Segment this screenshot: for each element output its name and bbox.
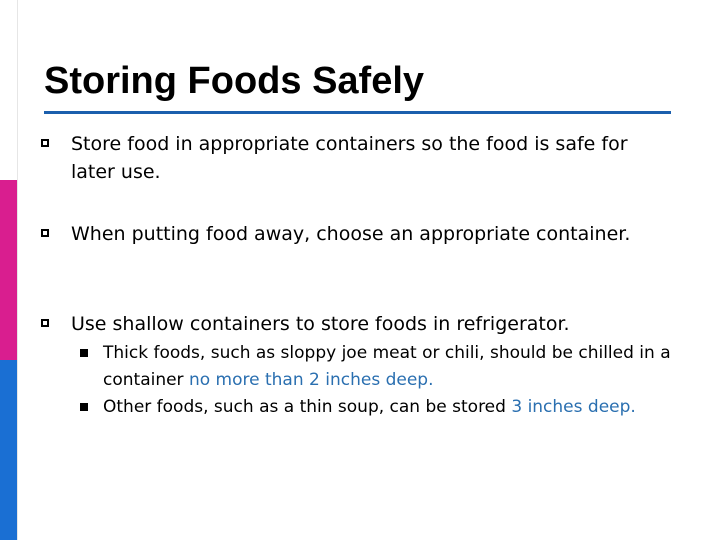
title-underline xyxy=(44,111,671,114)
sub-bullet-item xyxy=(80,394,680,421)
filled-square-bullet-icon xyxy=(80,403,88,411)
sub-bullet-text-plain: Other foods, such as a thin soup, can be stored xyxy=(103,397,512,417)
sub-bullet-text-plain: Thick foods, such as sloppy joe meat or chili, should be chilled in a container xyxy=(103,343,671,390)
bullet-text: Use shallow containers to store foods in refrigerator. xyxy=(71,313,570,335)
square-bullet-icon xyxy=(41,319,49,327)
sub-bullet-highlight: 3 inches deep. xyxy=(511,397,636,417)
sub-bullet-text xyxy=(103,340,680,394)
side-bar-blue xyxy=(0,360,17,540)
square-bullet-icon xyxy=(41,229,49,237)
filled-square-bullet-icon xyxy=(80,349,88,357)
bullet-item xyxy=(41,130,671,186)
bullet-text: Store food in appropriate containers so the food is safe for later use. xyxy=(71,133,628,183)
side-bar-magenta xyxy=(0,180,17,360)
side-divider xyxy=(17,0,18,540)
bullet-text: When putting food away, choose an appropriate container. xyxy=(71,223,631,245)
sub-bullet-highlight: no more than 2 inches deep. xyxy=(188,370,434,390)
slide-title: Storing Foods Safely xyxy=(44,60,425,102)
side-bar-top xyxy=(0,0,17,180)
bullet-item xyxy=(41,310,671,338)
bullet-item xyxy=(41,220,671,248)
sub-bullet-text xyxy=(103,394,680,421)
sub-bullet-list xyxy=(80,340,680,421)
square-bullet-icon xyxy=(41,139,49,147)
sub-bullet-item xyxy=(80,340,680,394)
